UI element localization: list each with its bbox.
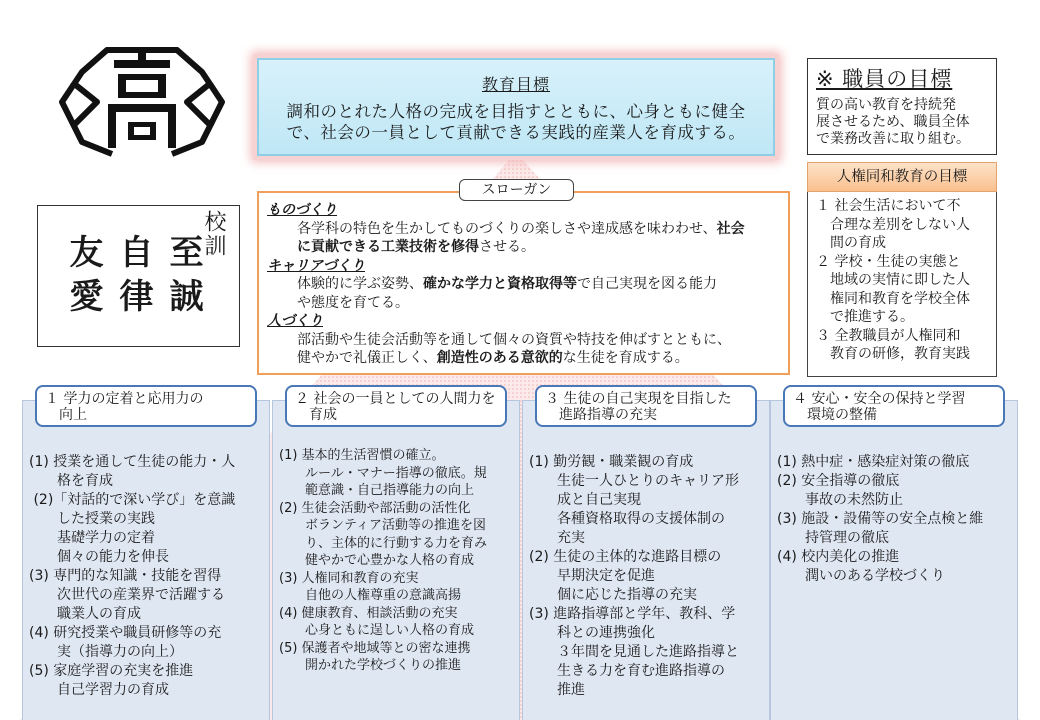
policy-column-items <box>29 453 265 700</box>
motto-column: 至誠 <box>163 234 203 322</box>
list-item: 個々の能力を伸長 <box>29 549 169 565</box>
list-item: 範意識・自己指導能力の向上 <box>279 483 475 498</box>
human-rights-line: １ 社会生活において不 <box>816 198 961 214</box>
school-motto-label: 校訓 <box>201 210 226 258</box>
slogan-section <box>267 312 780 368</box>
slogan-line: や態度を育てる。 <box>297 294 409 311</box>
list-item: 心身ともに逞しい人格の育成 <box>279 623 475 638</box>
list-item: 各種資格取得の支援体制の <box>529 511 725 527</box>
list-item: 開かれた学校づくりの推進 <box>279 658 462 673</box>
human-rights-line: ３ 全教職員が人権同和 <box>816 327 961 344</box>
staff-goal-text <box>816 97 988 148</box>
policy-column-heading: ４ 安心・安全の保持と学習 環境の整備 <box>783 385 1005 427</box>
slogan-line: 各学科の特色を生かしてものづくりの楽しさや達成感を味わわせ、社会 <box>297 220 745 237</box>
list-item: (2) 生徒の主体的な進路目標の <box>529 549 722 565</box>
staff-goal-box <box>807 58 997 155</box>
policy-column-1 <box>22 391 270 720</box>
list-item: 生きる力を育む進路指導の <box>529 663 725 679</box>
staff-goal-title: ※ 職員の目標 <box>816 67 953 91</box>
list-item: (3) 進路指導部と学年、教科、学 <box>529 606 736 622</box>
human-rights-line: で推進する。 <box>816 309 914 325</box>
slogan-heading: 人づくり <box>267 313 323 329</box>
list-item: り、主体的に行動する力を育み <box>279 535 488 551</box>
list-item: (4) 健康教育、相談活動の充実 <box>279 605 458 621</box>
list-item: 生徒一人ひとりのキャリア形 <box>529 473 739 489</box>
slogan-line: 健やかで礼儀正しく、創造性のある意欲的な生徒を育成する。 <box>297 350 689 366</box>
staff-goal-line: 展させるため、職員全体 <box>816 114 970 130</box>
list-item: 早期決定を促進 <box>529 568 655 584</box>
list-item: 成と自己実現 <box>529 492 641 508</box>
slogan-heading: キャリアづくり <box>267 257 365 274</box>
slogan-section <box>267 257 780 313</box>
list-item: (1) 勤労観・職業観の育成 <box>529 454 694 470</box>
list-item: (3) 施設・設備等の安全点検と維 <box>777 511 984 527</box>
list-item: 自己学習力の育成 <box>29 682 169 698</box>
human-rights-line: 権同和教育を学校全体 <box>816 290 970 307</box>
list-item: (1) 熱中症・感染症対策の徹底 <box>777 454 970 470</box>
school-motto-box <box>37 205 240 347</box>
slogan-tag: スローガン <box>459 179 574 201</box>
slogan-line: 部活動や生徒会活動等を通して個々の資質や特技を伸ばすとともに、 <box>297 331 731 348</box>
list-item: 職業人の育成 <box>29 606 141 622</box>
school-crest-logo <box>52 42 232 160</box>
list-item: 個に応じた指導の充実 <box>529 587 697 603</box>
human-rights-goal-tag: 人権同和教育の目標 <box>807 162 997 192</box>
list-item: (5) 家庭学習の充実を推進 <box>29 663 194 679</box>
slogan-section <box>267 201 780 257</box>
list-item: 潤いのある学校づくり <box>777 568 945 584</box>
list-item: 持管理の徹底 <box>777 530 889 546</box>
slogan-box <box>257 191 790 375</box>
list-item: 自他の人権尊重の意識高揚 <box>279 588 462 603</box>
list-item: (3) 専門的な知識・技能を習得 <box>29 568 222 584</box>
slogan-line: に貢献できる工業技術を修得させる。 <box>297 239 535 255</box>
list-item: (3) 人権同和教育の充実 <box>279 570 419 586</box>
list-item: 推進 <box>529 682 585 698</box>
education-goal-box <box>257 58 775 156</box>
policy-column-3 <box>522 391 770 720</box>
education-goal-text <box>269 101 763 143</box>
list-item: した授業の実践 <box>29 511 155 527</box>
policy-column-4 <box>770 391 1018 720</box>
policy-column-heading: １ 学力の定着と応用力の 向上 <box>35 385 257 427</box>
policy-column-items <box>777 453 1013 586</box>
list-item: 次世代の産業界で活躍する <box>29 587 225 603</box>
education-goal-line: 調和のとれた人格の完成を目指すとともに、心身ともに健全 <box>286 102 746 121</box>
motto-column: 自律 <box>113 234 153 322</box>
list-item: (1) 基本的生活習慣の確立。 <box>279 448 445 463</box>
slogan-heading: ものづくり <box>267 202 337 218</box>
list-item: ルール・マナー指導の徹底。規 <box>279 465 487 481</box>
policy-column-heading: ３ 生徒の自己実現を目指した 進路指導の充実 <box>535 385 757 427</box>
human-rights-line: 間の育成 <box>816 235 886 251</box>
human-rights-goal-box <box>807 191 997 377</box>
list-item: (5) 保護者や地域等との密な連携 <box>279 640 471 656</box>
list-item: (2)「対話的で深い学び」を意識 <box>29 492 236 508</box>
policy-column-items <box>279 447 515 675</box>
policy-column-items <box>529 453 765 700</box>
human-rights-line: 教育の研修，教育実践 <box>816 346 970 362</box>
human-rights-line: 合理な差別をしない人 <box>816 216 970 233</box>
motto-column: 友愛 <box>63 234 103 322</box>
list-item: 健やかで心豊かな人格の育成 <box>279 553 475 568</box>
list-item: ボランティア活動等の推進を図 <box>279 518 486 533</box>
list-item: ３年間を見通した進路指導と <box>529 644 739 660</box>
staff-goal-line: で業務改善に取り組む。 <box>816 131 970 147</box>
list-item: (4) 研究授業や職員研修等の充 <box>29 625 222 641</box>
human-rights-line: 地域の実情に即した人 <box>816 272 970 288</box>
staff-goal-line: 質の高い教育を持続発 <box>816 97 956 113</box>
list-item: (1) 授業を通して生徒の能力・人 <box>29 454 236 470</box>
education-goal-title: 教育目標 <box>481 75 550 94</box>
list-item: 実（指導力の向上） <box>29 644 183 660</box>
list-item: 基礎学力の定着 <box>29 530 155 546</box>
list-item: 格を育成 <box>29 473 113 489</box>
list-item: 充実 <box>529 530 585 546</box>
education-goal-line: で、社会の一員として貢献できる実践的産業人を育成する。 <box>286 123 746 142</box>
list-item: (2) 生徒会活動や部活動の活性化 <box>279 500 471 516</box>
list-item: 事故の未然防止 <box>777 492 903 508</box>
list-item: (4) 校内美化の推進 <box>777 549 900 565</box>
policy-column-heading: ２ 社会の一員としての人間力を 育成 <box>285 385 507 427</box>
slogan-line: 体験的に学ぶ姿勢、確かな学力と資格取得等で自己実現を図る能力 <box>297 276 717 292</box>
list-item: 科との連携強化 <box>529 625 655 641</box>
list-item: (2) 安全指導の徹底 <box>777 473 900 489</box>
human-rights-line: ２ 学校・生徒の実態と <box>816 253 961 270</box>
policy-column-2 <box>272 391 520 720</box>
